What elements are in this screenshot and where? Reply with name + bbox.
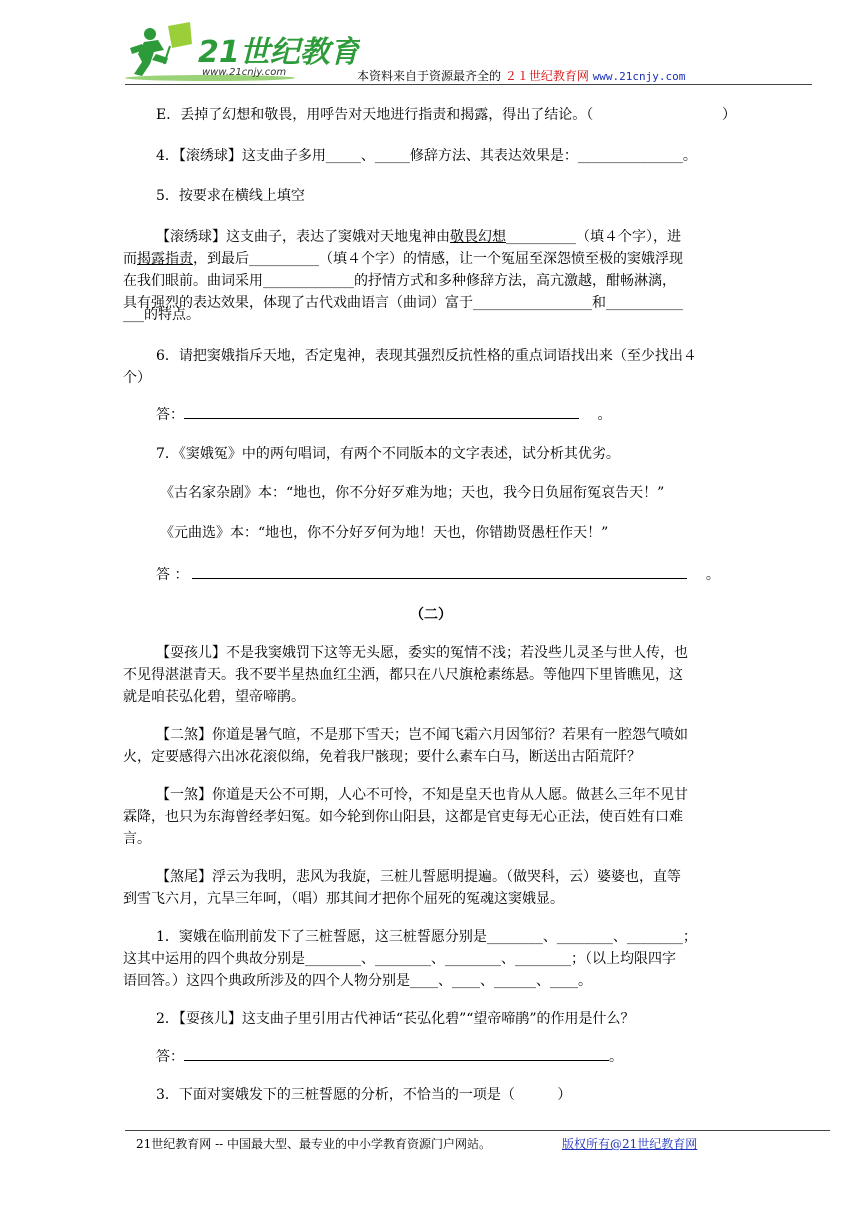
para-ersha-1: 【二煞】你道是暑气暄，不是那下雪天；岂不闻飞霜六月因邹衍？若果有一腔怨气喷如 xyxy=(156,727,688,743)
para-yisha-1: 【一煞】你道是天公不可期，人心不可怜，不知是皇天也肯从人愿。做甚么三年不见甘 xyxy=(156,787,688,803)
para-yisha-2: 霖降，也只为东海曾经孝妇冤。如今轮到你山阳县，这都是官吏每无心正法，使百姓有口难 xyxy=(123,809,683,825)
option-e-text: E．丢掉了幻想和敬畏，用呼告对天地进行指责和揭露，得出了结论。（ xyxy=(156,107,594,123)
question-4: 4．【滚绣球】这支曲子多用_____、_____修辞方法、其表达效果是：_______________。 xyxy=(156,148,697,164)
q7-version-2: 《元曲选》本：“地也，你不分好歹何为地！天也，你错勘贤愚枉作天！” xyxy=(160,525,609,541)
s2-question-2: 2．【耍孩儿】这支曲子里引用古代神话“苌弘化碧”“望帝啼鹃”的作用是什么？ xyxy=(156,1011,635,1027)
answer-blank[interactable] xyxy=(184,1046,609,1061)
para-shawei-1: 【煞尾】浮云为我明，悲风为我旋，三桩儿誓愿明提遍。（做哭科，云）婆婆也，直等 xyxy=(156,869,681,885)
para-shuahaier-1: 【耍孩儿】不是我窦娥罚下这等无头愿，委实的冤情不浅；若没些儿灵圣与世人传，也 xyxy=(156,645,688,661)
tagline-prefix: 本资料来自于资源最齐全的 xyxy=(357,69,502,83)
s2-question-1-line-2: 这其中运用的四个典故分别是________、________、________、________；（以上均限四字 xyxy=(123,951,676,967)
answer-blank[interactable] xyxy=(192,564,687,579)
logo-url: www.21cnjy.com xyxy=(202,67,287,78)
para-shawei-2: 到雪飞六月，亢旱三年呵，（唱）那其间才把你个屈死的冤魂这窦娥显。 xyxy=(123,891,564,907)
tagline-url[interactable]: www.21cnjy.com xyxy=(592,70,686,83)
logo-text: 21世纪教育 xyxy=(198,35,360,70)
answer-blank[interactable] xyxy=(184,404,579,419)
q5-line-1: 【滚绣球】这支曲子，表达了窦娥对天地鬼神由敬畏幻想__________（填４个字），进 xyxy=(156,229,681,245)
q7-version-1: 《古名家杂剧》本：“地也，你不分好歹难为地；天也，我今日负屈衔冤哀告天！” xyxy=(160,485,665,501)
question-5: 5．按要求在横线上填空 xyxy=(156,188,305,204)
s2-answer-2: 答： 。 xyxy=(156,1046,623,1068)
question-6-line-2: 个） xyxy=(123,370,151,386)
s2-question-3: 3．下面对窦娥发下的三桩誓愿的分析，不恰当的一项是（ ） xyxy=(156,1087,572,1103)
para-shuahaier-2: 不见得湛湛青天。我不要半星热血红尘洒，都只在八尺旗枪素练悬。等他四下里皆瞧见，这 xyxy=(123,667,683,683)
option-e-close: ） xyxy=(722,107,736,123)
footer-text: 21世纪教育网 -- 中国最大型、最专业的中小学教育资源门户网站。 xyxy=(136,1137,492,1151)
section-heading: （二） xyxy=(410,607,452,623)
para-yisha-3: 言。 xyxy=(123,831,151,847)
answer-7: 答 ： 。 xyxy=(156,564,720,586)
para-ersha-2: 火，定要感得六出冰花滚似绵，免着我尸骸现；要什么素车白马，断送出古陌荒阡？ xyxy=(123,749,641,765)
question-6-line-1: 6．请把窦娥指斥天地，否定鬼神，表现其强烈反抗性格的重点词语找出来（至少找出４ xyxy=(156,348,697,364)
answer-6: 答： 。 xyxy=(156,404,611,426)
s2-question-1-line-3: 语回答。）这四个典政所涉及的四个人物分别是____、____、______、____。 xyxy=(123,973,592,989)
footer-copyright-link[interactable]: 版权所有@21世纪教育网 xyxy=(562,1137,698,1151)
s2-question-1-line-1: 1．窦娥在临刑前发下了三桩誓愿，这三桩誓愿分别是________、________、________； xyxy=(156,929,697,945)
para-shuahaier-3: 就是咱苌弘化碧，望帝啼鹃。 xyxy=(123,689,305,705)
underlined-answer-1: 敬畏幻想 xyxy=(450,229,506,245)
q5-line-5: ___的特点。 xyxy=(123,307,200,323)
option-e xyxy=(156,104,593,126)
q5-line-4: 具有强烈的表达效果，体现了古代戏曲语言（曲词）富于_________________和___________ xyxy=(123,295,683,311)
footer-divider xyxy=(125,1130,830,1131)
q5-line-3: 在我们眼前。曲词采用_____________的抒情方式和多种修辞方法，高亢激越，酣畅淋漓， xyxy=(123,273,676,289)
underlined-answer-2: 揭露指责 xyxy=(137,251,193,267)
question-7: 7．《窦娥冤》中的两句唱词，有两个不同版本的文字表述，试分析其优劣。 xyxy=(156,446,620,462)
tagline-brand: ２１世纪教育网 xyxy=(504,69,589,83)
q5-line-2: 而揭露指责，到最后__________（填４个字）的情感，让一个冤屈至深怨愤至极的窦娥浮现 xyxy=(123,251,683,267)
